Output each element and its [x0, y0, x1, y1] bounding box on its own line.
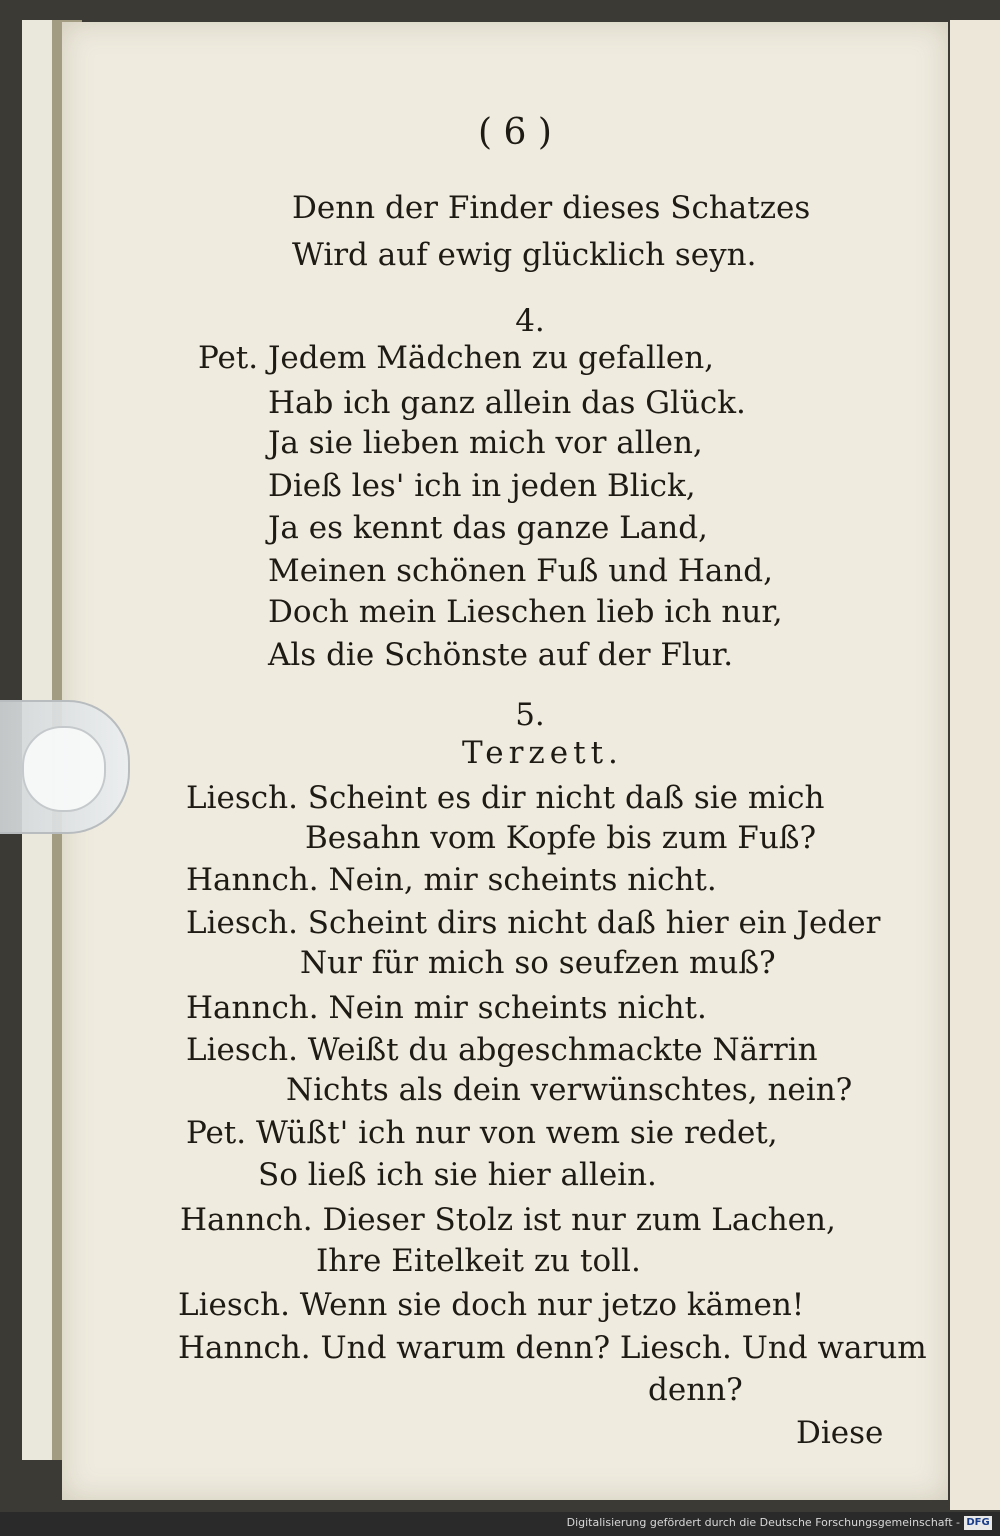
text-line: Ja sie lieben mich vor allen, — [268, 425, 703, 461]
text-line: Hab ich ganz allein das Glück. — [268, 385, 746, 421]
text-line: Nichts als dein verwünschtes, nein? — [286, 1072, 853, 1108]
text-line: Besahn vom Kopfe bis zum Fuß? — [305, 820, 817, 856]
page-number: ( 6 ) — [478, 112, 552, 153]
text-line: Pet. Jedem Mädchen zu gefallen, — [198, 340, 715, 376]
text-line: Als die Schönste auf der Flur. — [268, 637, 734, 673]
facing-page-edge — [950, 20, 1000, 1510]
page-clip — [0, 700, 130, 834]
dfg-logo: DFG — [964, 1516, 992, 1530]
text-line: Ja es kennt das ganze Land, — [268, 510, 708, 546]
page-clip-inner — [22, 726, 106, 812]
footer-bar — [0, 1512, 1000, 1536]
text-line: Pet. Wüßt' ich nur von wem sie redet, — [186, 1115, 778, 1151]
text-line: Hannch. Dieser Stolz ist nur zum Lachen, — [180, 1202, 836, 1238]
section-number: 5. — [515, 697, 545, 733]
text-line: Liesch. Scheint dirs nicht daß hier ein Jeder — [186, 905, 881, 941]
text-line: Wird auf ewig glücklich seyn. — [292, 237, 757, 273]
text-line: Doch mein Lieschen lieb ich nur, — [268, 594, 783, 630]
footer-credit: Digitalisierung gefördert durch die Deutsche Forschungsgemeinschaft - — [566, 1516, 960, 1529]
text-line: Liesch. Scheint es dir nicht daß sie mich — [186, 780, 825, 816]
stanza-number: 4. — [515, 303, 545, 339]
text-line: denn? — [648, 1372, 743, 1408]
text-line: Hannch. Nein, mir scheints nicht. — [186, 862, 717, 898]
text-line: Denn der Finder dieses Schatzes — [292, 190, 811, 226]
text-line: Hannch. Und warum denn? Liesch. Und warum — [178, 1330, 927, 1366]
text-line: Nur für mich so seufzen muß? — [300, 945, 776, 981]
text-line: Dieß les' ich in jeden Blick, — [268, 468, 696, 504]
text-line: So ließ ich sie hier allein. — [258, 1157, 657, 1193]
text-line: Meinen schönen Fuß und Hand, — [268, 553, 774, 589]
text-line: Liesch. Weißt du abgeschmackte Närrin — [186, 1032, 818, 1068]
catchword: Diese — [796, 1415, 884, 1451]
text-line: Ihre Eitelkeit zu toll. — [316, 1243, 641, 1279]
text-line: Liesch. Wenn sie doch nur jetzo kämen! — [178, 1287, 805, 1323]
text-line: Hannch. Nein mir scheints nicht. — [186, 990, 707, 1026]
section-heading: Terzett. — [462, 735, 623, 771]
